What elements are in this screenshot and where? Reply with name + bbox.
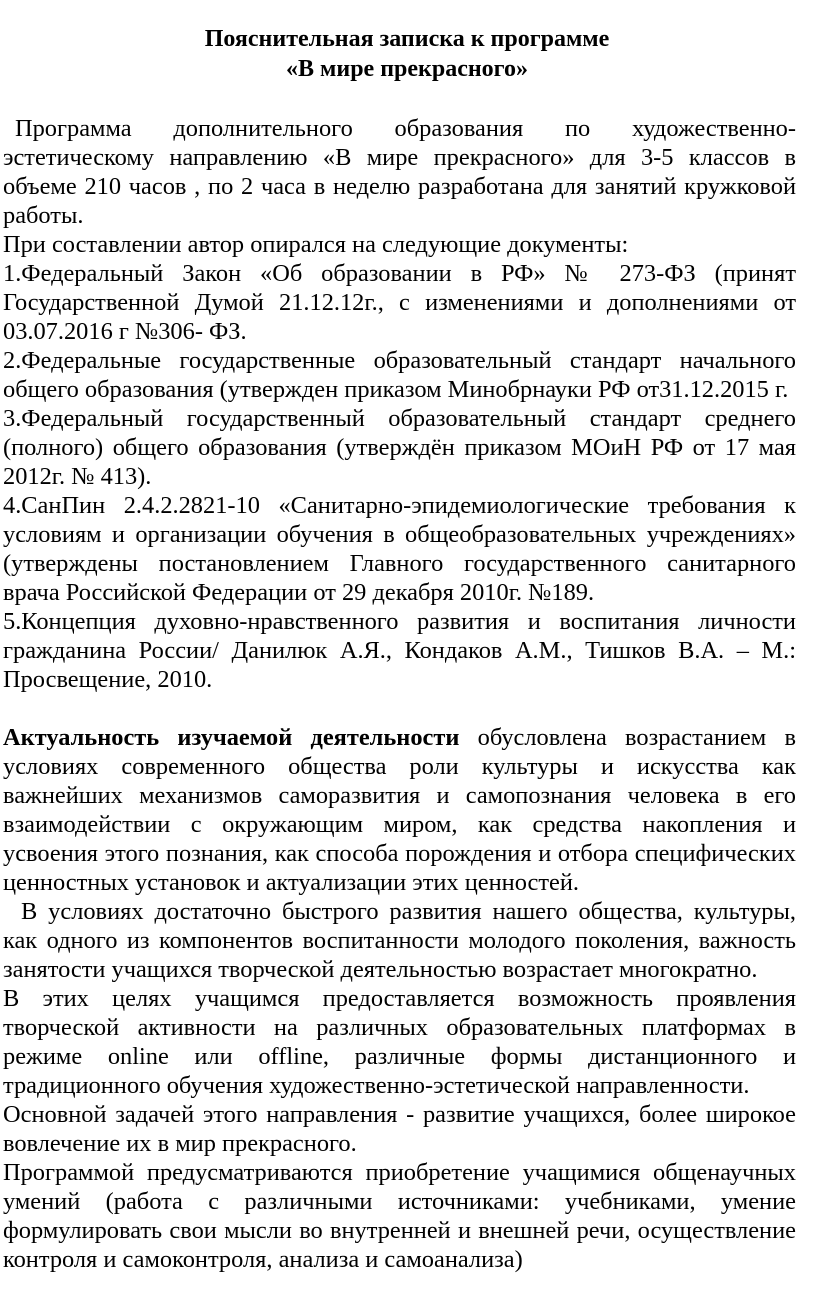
title-line-1: Пояснительная записка к программе <box>204 26 610 52</box>
conditions-paragraph: В условиях достаточно быстрого развития нашего общества, культуры, как одного из компонентов воспитанности молодого поколения, важность занятости учащихся творческой деятельностью возрастает многократно. <box>3 898 796 983</box>
relevance-heading: Актуальность изучаемой деятельности <box>3 724 460 751</box>
program-paragraph: Программой предусматриваются приобретение учащимися общенаучных умений (работа с различными источниками: учебниками, умение формулировать свои мысли во внутренней и внешней речи, осуществление контроля и самоконтроля, анализа и самоанализа) <box>3 1159 796 1273</box>
document-item-1: 1.Федеральный Закон «Об образовании в РФ» № 273-ФЗ (принят Государственной Думой 21.12.12г., с изменениями и дополнениями от 03.07.2016 г №306- ФЗ. <box>3 260 796 345</box>
goals-paragraph: В этих целях учащимся предоставляется возможность проявления творческой активности на различных образовательных платформах в режиме online или offline, различные формы дистанционного и традиционного обучения художественно-эстетической направленности. <box>3 985 796 1099</box>
documents-intro: При составлении автор опирался на следующие документы: <box>3 231 629 258</box>
document-item-3: 3.Федеральный государственный образовательный стандарт среднего (полного) общего образования (утверждён приказом МОиН РФ от 17 мая 2012г. № 413). <box>3 405 796 490</box>
relevance-text: обусловлена возрастанием в условиях современного общества роли культуры и искусства как важнейших механизмов саморазвития и самопознания человека в его взаимодействии с окружающим миром, как средства накопления и усвоения этого познания, как способа порождения и отбора специфических ценностных установок и актуализации этих ценностей. <box>3 724 796 896</box>
document-item-5: 5.Концепция духовно-нравственного развития и воспитания личности гражданина России/ Данилюк А.Я., Кондаков А.М., Тишков В.А. – М.: Просвещение, 2010. <box>3 608 796 693</box>
title-line-2: «В мире прекрасного» <box>286 56 528 82</box>
spacer <box>3 84 796 114</box>
document-item-4: 4.СанПин 2.4.2.2821-10 «Санитарно-эпидемиологические требования к условиям и организации обучения в общеобразовательных учреждениях» (утверждены постановлением Главного государственного санитарного врача Российской Федерации от 29 декабря 2010г. №189. <box>3 492 796 606</box>
document-item-2: 2.Федеральные государственные образовательный стандарт начального общего образования (утвержден приказом Минобрнауки РФ от31.12.2015 г. <box>3 347 796 403</box>
document-title <box>3 24 796 84</box>
task-paragraph: Основной задачей этого направления - развитие учащихся, более широкое вовлечение их в мир прекрасного. <box>3 1101 796 1157</box>
intro-paragraph: Программа дополнительного образования по художественно-эстетическому направлению «В мире прекрасного» для 3-5 классов в объеме 210 часов , по 2 часа в неделю разработана для занятий кружковой работы. <box>3 115 796 229</box>
relevance-paragraph <box>3 723 796 897</box>
spacer <box>3 694 796 723</box>
